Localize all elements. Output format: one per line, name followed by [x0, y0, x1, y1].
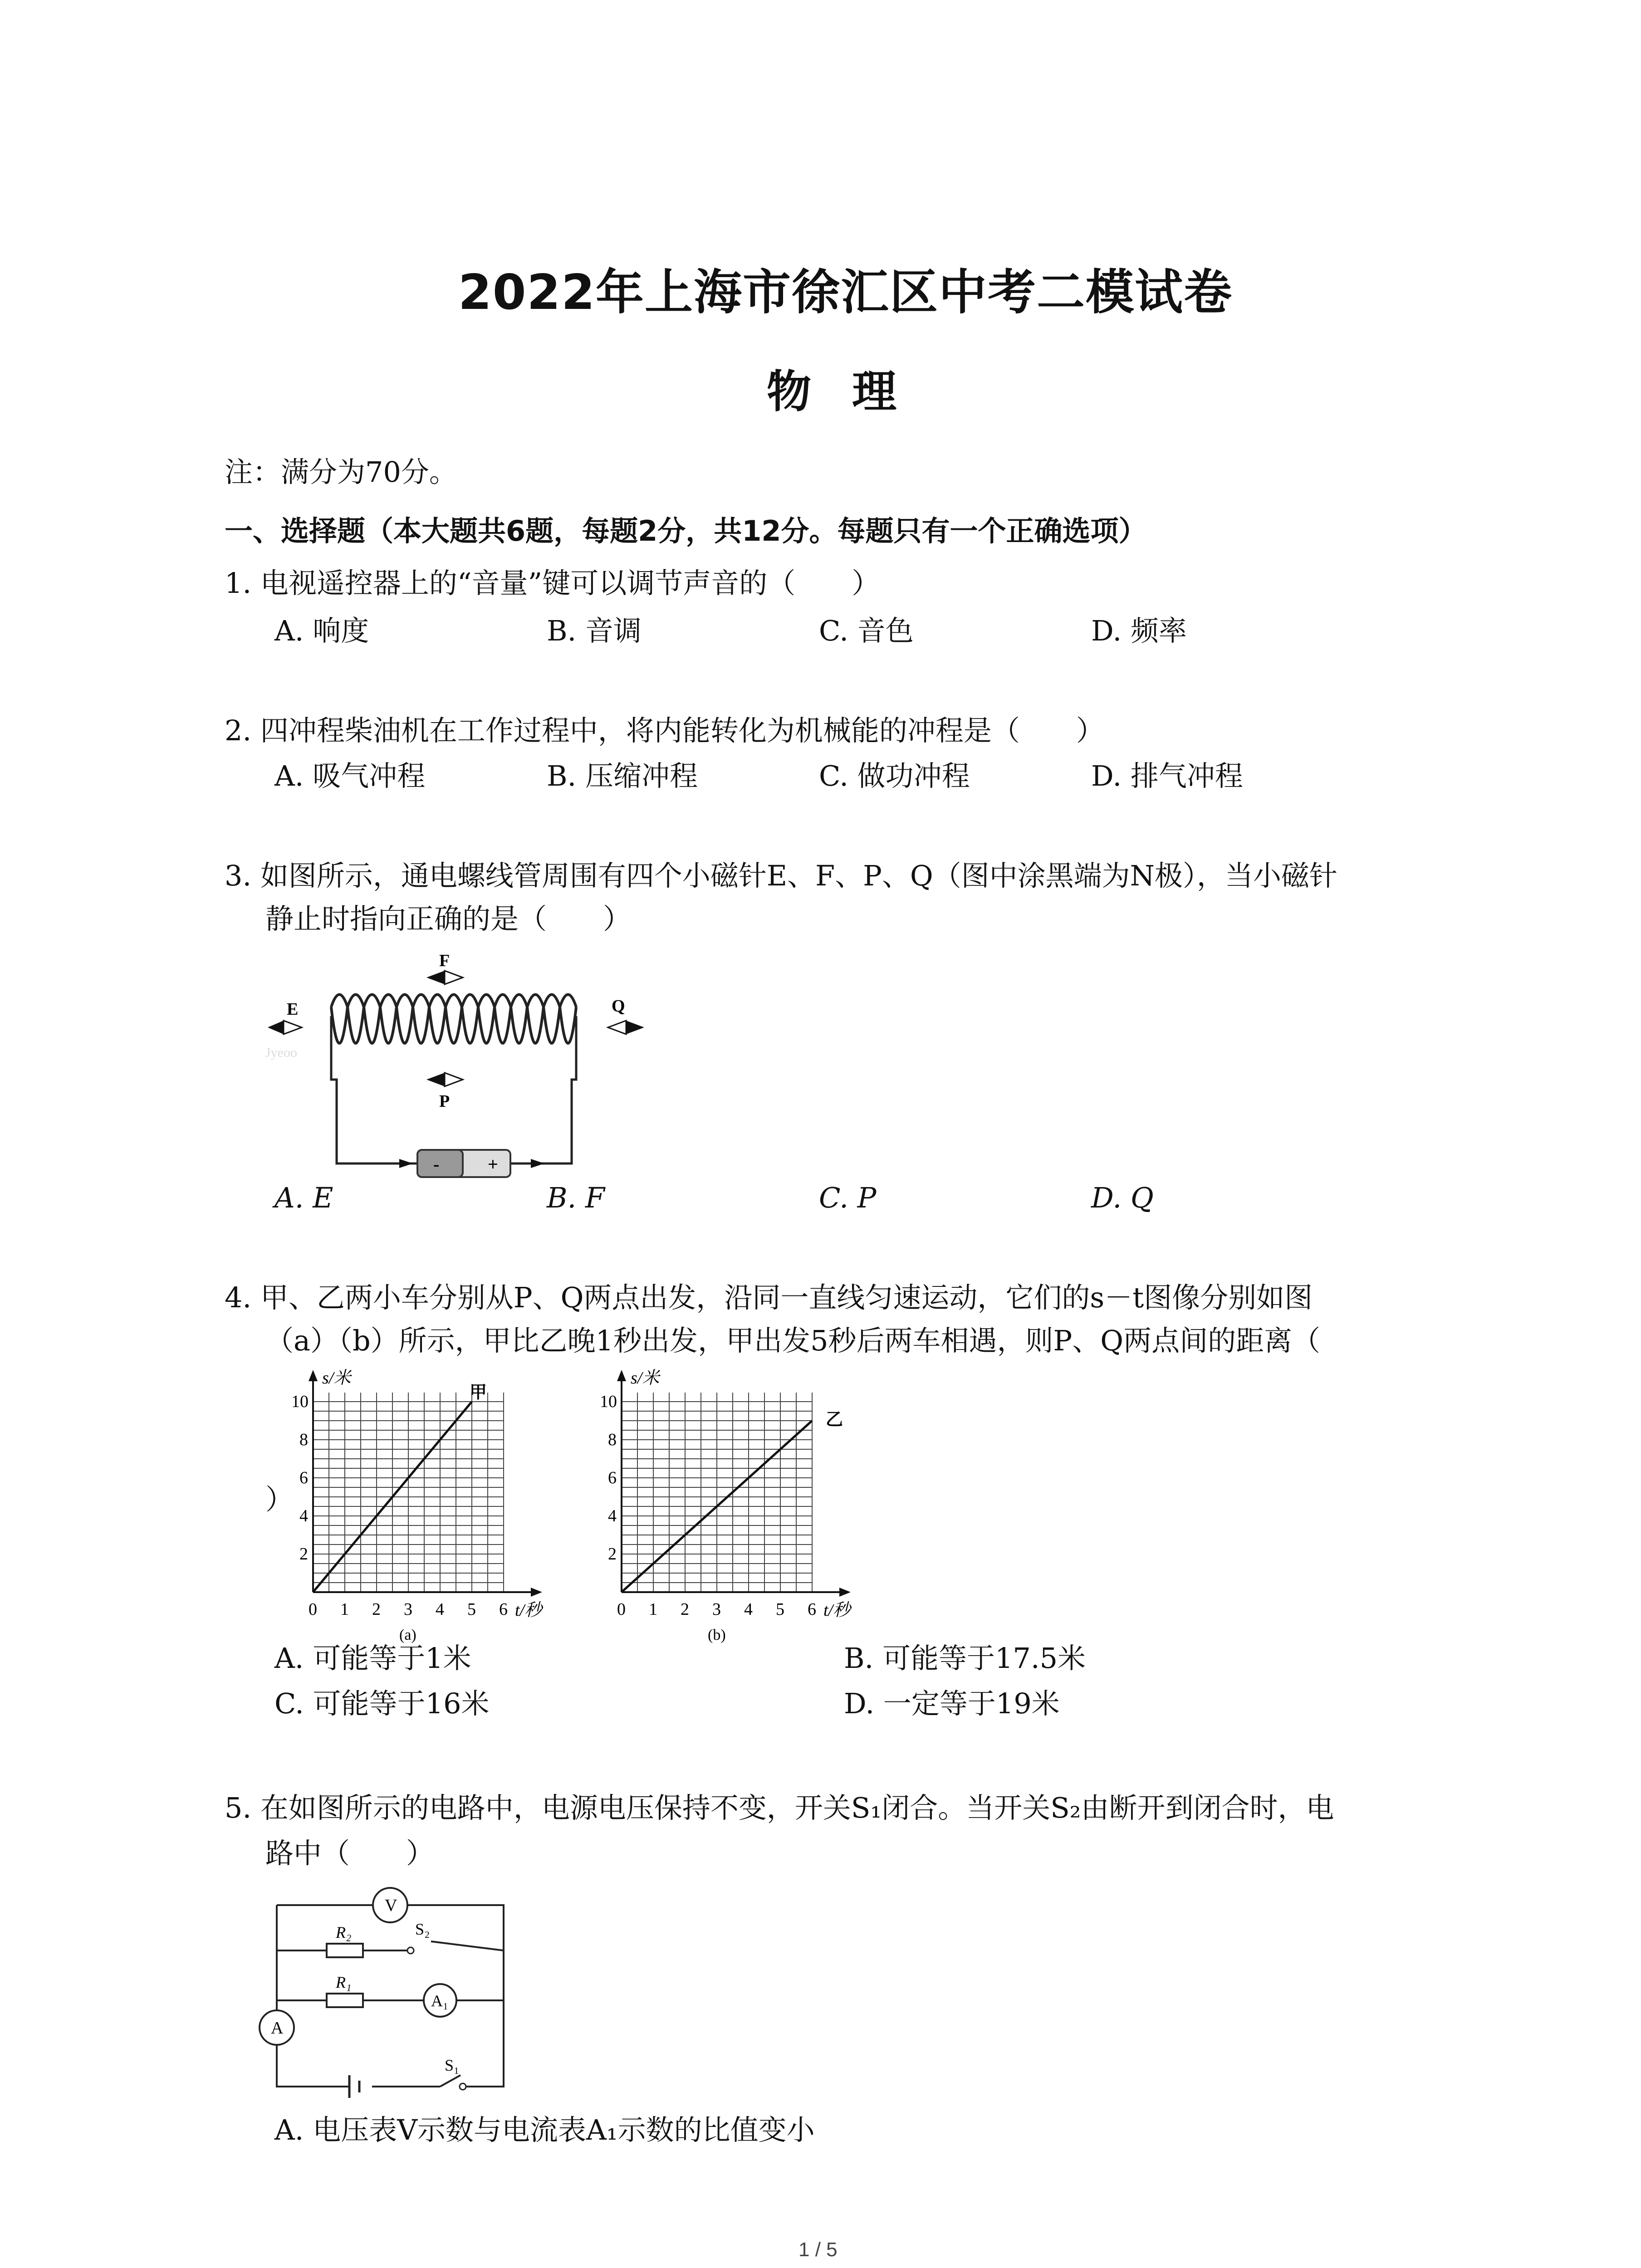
x-axis-arrow: [531, 1588, 542, 1597]
question-3-option-c: [819, 1181, 877, 1214]
question-4-stem-line-3: ）: [265, 1483, 294, 1516]
x-tick-label: 6: [499, 1600, 508, 1619]
solenoid-figure: [263, 943, 671, 1198]
compass-q: [608, 997, 644, 1034]
question-5-option-a: A. 电压表V示数与电流表A₁示数的比值变小: [274, 2113, 815, 2146]
question-2-option-d: D. 排气冲程: [1091, 759, 1243, 792]
x-tick-label: 0: [309, 1600, 317, 1619]
question-4-stem-line-2: （a）（b）所示，甲比乙晚1秒出发，甲出发5秒后两车相遇，则P、Q两点间的距离（: [265, 1324, 1321, 1357]
question-1-option-c: C. 音色: [819, 614, 914, 647]
subject-title: 物理: [767, 366, 938, 418]
question-3-stem-line-2: 静止时指向正确的是（ ）: [265, 902, 632, 935]
question-1-stem: 1. 电视遥控器上的“音量”键可以调节声音的（ ）: [225, 567, 880, 600]
y-tick-label: 10: [600, 1392, 617, 1411]
solenoid-coil: [331, 995, 576, 1044]
ammeter-a1-label: A₁: [431, 1992, 449, 2010]
compass-p: [426, 1073, 463, 1111]
resistor-r2: [327, 1944, 363, 1957]
st-chart-a: [272, 1365, 590, 1647]
x-tick-label: 2: [681, 1600, 689, 1619]
x-axis-label: t/秒: [515, 1601, 542, 1620]
label-f: F: [439, 951, 450, 970]
question-3-option-b: [547, 1181, 605, 1214]
ammeter-a-label: A: [271, 2019, 284, 2038]
question-5-stem-line-1: 5. 在如图所示的电路中，电源电压保持不变，开关S₁闭合。当开关S₂由断开到闭合时，电: [225, 1791, 1334, 1824]
x-tick-label: 4: [436, 1600, 444, 1619]
question-2-option-b: B. 压缩冲程: [547, 759, 698, 792]
series-label: 甲: [470, 1383, 487, 1402]
label-p: P: [439, 1092, 450, 1111]
compass-f: [426, 951, 463, 984]
x-axis-arrow: [839, 1588, 851, 1597]
chart-caption: (a): [399, 1627, 416, 1643]
y-axis-arrow: [617, 1370, 626, 1381]
chart-caption: (b): [708, 1627, 726, 1643]
x-tick-label: 2: [372, 1600, 381, 1619]
y-tick-label: 8: [608, 1430, 617, 1449]
question-2-option-a: A. 吸气冲程: [274, 759, 426, 792]
y-axis-label: s/米: [631, 1369, 660, 1388]
x-tick-label: 3: [712, 1600, 721, 1619]
label-s2: S₂: [415, 1920, 430, 1938]
y-tick-label: 4: [608, 1506, 617, 1525]
question-2-stem: 2. 四冲程柴油机在工作过程中，将内能转化为机械能的冲程是（ ）: [225, 714, 1104, 747]
x-tick-label: 5: [467, 1600, 476, 1619]
question-3-option-c-text: C. P: [819, 1181, 877, 1214]
question-4-stem-line-1: 4. 甲、乙两小车分别从P、Q两点出发，沿同一直线匀速运动，它们的s－t图像分别如图: [225, 1281, 1313, 1314]
y-tick-label: 2: [608, 1545, 617, 1564]
battery-minus: -: [433, 1154, 440, 1174]
question-4-option-b: B. 可能等于17.5米: [844, 1642, 1086, 1675]
question-1-option-a: A. 响度: [274, 614, 369, 647]
question-3-option-a-text: A. E: [274, 1181, 333, 1214]
question-1-option-b: B. 音调: [547, 614, 642, 647]
resistor-r1: [327, 1994, 363, 2007]
section-heading: 一、选择题（本大题共6题，每题2分，共12分。每题只有一个正确选项）: [225, 514, 1147, 547]
question-5-stem-line-2: 路中（ ）: [265, 1837, 435, 1870]
current-arrow-left: [399, 1159, 413, 1168]
switch-s1: [440, 2075, 460, 2087]
label-e: E: [287, 1000, 299, 1019]
y-tick-label: 10: [291, 1392, 309, 1411]
question-3-option-a: [274, 1181, 333, 1214]
y-axis-label: s/米: [322, 1369, 351, 1388]
score-note: 注：满分为70分。: [225, 455, 457, 489]
switch-s2-contact: [407, 1947, 414, 1954]
x-tick-label: 1: [340, 1600, 349, 1619]
x-tick-label: 5: [776, 1600, 784, 1619]
voltmeter: [373, 1888, 407, 1922]
question-4-option-c: C. 可能等于16米: [274, 1687, 490, 1720]
y-tick-label: 4: [299, 1506, 308, 1525]
x-axis-label: t/秒: [823, 1601, 851, 1620]
ammeter-a: [260, 2010, 294, 2045]
circuit-figure: [254, 1882, 517, 2100]
r2-branch: [277, 1941, 504, 1950]
y-tick-label: 6: [608, 1468, 617, 1487]
question-4-option-d: D. 一定等于19米: [844, 1687, 1060, 1720]
label-r2: R₂: [336, 1923, 352, 1941]
label-r1: R₁: [336, 1973, 352, 1991]
x-tick-label: 6: [808, 1600, 816, 1619]
exam-title: 2022年上海市徐汇区中考二模试卷: [458, 264, 1233, 320]
switch-s1-contact: [460, 2083, 466, 2090]
watermark: Jyeoo: [265, 1045, 297, 1060]
compass-e: [268, 1000, 302, 1034]
voltmeter-label: V: [385, 1896, 397, 1915]
label-s1: S₁: [445, 2056, 460, 2074]
question-3-option-d: [1091, 1181, 1154, 1214]
x-tick-label: 1: [649, 1600, 657, 1619]
question-3-option-b-text: B. F: [547, 1181, 605, 1214]
y-tick-label: 6: [299, 1468, 308, 1487]
y-axis-arrow: [309, 1370, 318, 1381]
ammeter-a1: [424, 1984, 456, 2017]
st-chart-b: [581, 1365, 898, 1647]
question-2-option-c: C. 做功冲程: [819, 759, 970, 792]
circuit-outline: [277, 1905, 504, 2087]
x-tick-label: 4: [744, 1600, 753, 1619]
question-1-option-d: D. 频率: [1091, 614, 1187, 647]
question-3-option-d-text: D. Q: [1091, 1181, 1154, 1214]
x-tick-label: 3: [404, 1600, 412, 1619]
battery: [417, 1150, 510, 1177]
series-label: 乙: [826, 1410, 843, 1429]
y-tick-label: 8: [299, 1430, 308, 1449]
y-tick-label: 2: [299, 1545, 308, 1564]
label-q: Q: [612, 997, 625, 1016]
battery-cell: [349, 2075, 359, 2098]
question-4-option-a: A. 可能等于1米: [274, 1642, 471, 1675]
question-3-stem-line-1: 3. 如图所示，通电螺线管周围有四个小磁针E、F、P、Q（图中涂黑端为N极），当小磁针: [225, 859, 1337, 892]
x-tick-label: 0: [617, 1600, 626, 1619]
current-arrow-right: [531, 1159, 544, 1168]
page-number: 1 / 5: [798, 2239, 838, 2261]
battery-plus: +: [488, 1154, 498, 1174]
